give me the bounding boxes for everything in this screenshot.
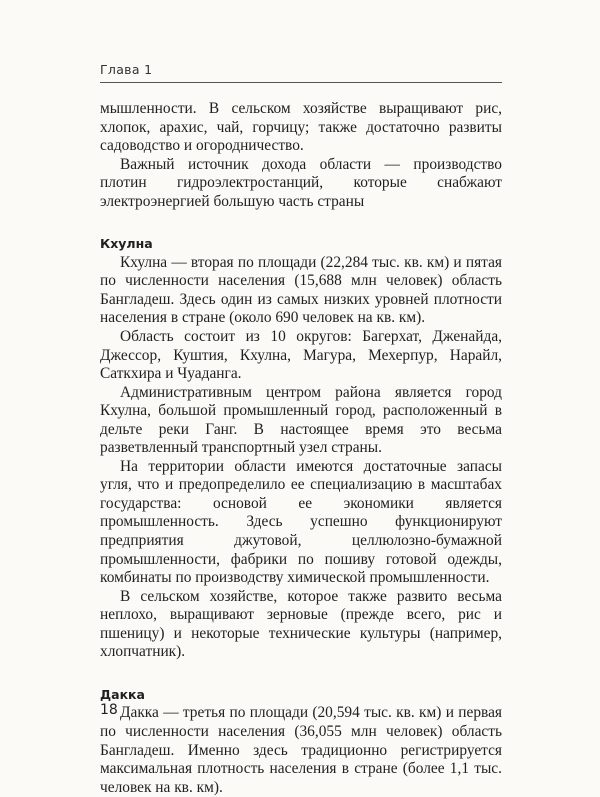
paragraph: Кхулна — вторая по площади (22,284 тыс. кв. км) и пятая по численности населения (15,688 млн человек) область Бангладеш. Здесь один из самых низких уровней плотности населения в стране (около 690 человек на кв. км).: [100, 253, 502, 327]
running-head: Глава 1: [100, 62, 153, 77]
paragraph: Важный источник дохода области — производство плотин гидроэлектростанций, которые снабжают электроэнергией большую часть страны: [100, 155, 502, 210]
paragraph: В сельском хозяйстве, которое также развито весьма неплохо, выращивают зерновые (прежде всего, рис и пшеницу) и некоторые технические культуры (например, хлопчатник).: [100, 587, 502, 661]
paragraph: Дакка — третья по площади (20,594 тыс. кв. км) и первая по численности населения (36,055 млн человек) область Бангладеш. Именно здесь традиционно регистрируется максимальная плотность населения в стране (более 1,1 тыс. человек на кв. км).: [100, 704, 502, 796]
page-number: 18: [100, 702, 118, 718]
header-rule: [100, 82, 502, 83]
paragraph: Область состоит из 10 округов: Багерхат, Дженайда, Джессор, Куштия, Кхулна, Магура, Мехерпур, Нарайл, Саткхира и Чуаданга.: [100, 328, 502, 383]
section-heading-dhaka: Дакка: [100, 686, 145, 702]
paragraph: мышленности. В сельском хозяйстве выращивают рис, хлопок, арахис, чай, горчицу; также достаточно развиты садоводство и огородничество.: [100, 100, 502, 155]
paragraph: Административным центром района является город Кхулна, большой промышленный город, расположенный в дельте реки Ганг. В настоящее время это весьма разветвленный транспортный узел страны.: [100, 383, 502, 457]
section-gap: [100, 211, 502, 235]
page-body: [100, 100, 502, 797]
paragraph: На территории области имеются достаточные запасы угля, что и предопределило ее специализацию в масштабах государства: основой ее экономики является промышленность. Здесь успешно функционируют предприятия джутовой, целлюлозно-бумажной промышленности, фабрики по пошиву готовой одежды, комбинаты по производству химической промышленности.: [100, 457, 502, 587]
section-heading-khulna: Кхулна: [100, 236, 153, 252]
section-gap: [100, 662, 502, 686]
